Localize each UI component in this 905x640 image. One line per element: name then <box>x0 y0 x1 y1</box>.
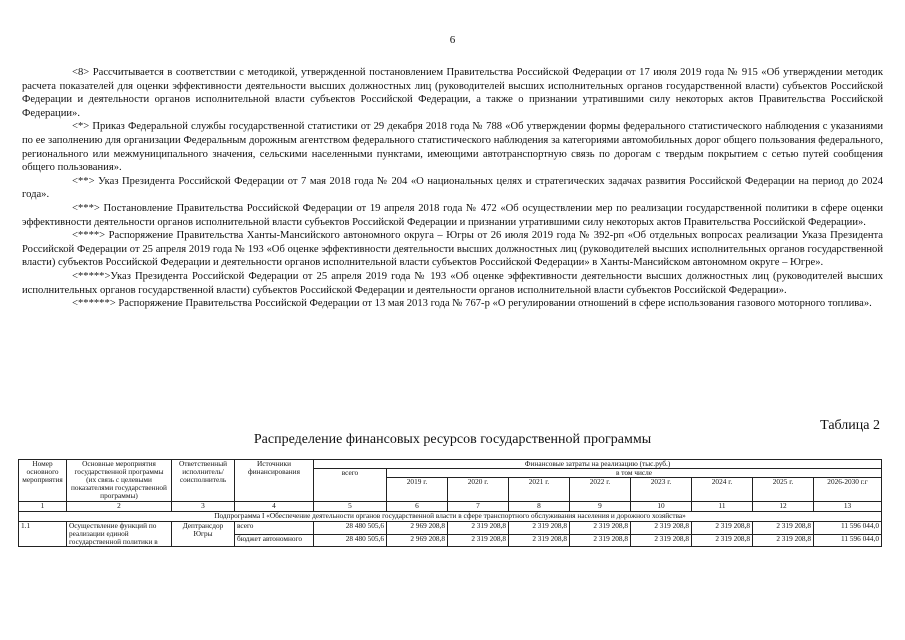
column-number: 9 <box>570 502 631 512</box>
header-year: 2019 г. <box>387 478 448 502</box>
footnote: <*****>Указ Президента Российской Федерации от 25 апреля 2019 года № 193 «Об оценке эффективности деятельности высших должностных лиц (руководителей высших исполнительных органов государственной власти) субъектов Российской Федерации и деятельности органов исполнительной власти субъектов Российской Федерации». <box>22 270 883 296</box>
value-cell: 2 319 208,8 <box>753 534 814 547</box>
column-number: 2 <box>67 502 172 512</box>
subprogram-title: Подпрограмма I «Обеспечение деятельности органов государственной власти в сфере транспортного обслуживания населения и дорожного хозяйства» <box>19 512 882 522</box>
column-numbers-row <box>19 502 882 512</box>
column-number: 4 <box>235 502 314 512</box>
header-financial-costs: Финансовые затраты на реализацию (тыс.руб.) <box>314 460 882 469</box>
value-cell: 2 319 208,8 <box>631 534 692 547</box>
table-row <box>19 522 882 535</box>
header-year: 2021 г. <box>509 478 570 502</box>
header-executor: Ответственный исполнитель/ соисполнитель <box>172 460 235 502</box>
footnote: <******> Распоряжение Правительства Российской Федерации от 13 мая 2013 года № 767-р «О регулировании отношений в сфере использования газового моторного топлива». <box>72 298 872 310</box>
financial-resources-table <box>18 459 882 547</box>
column-number: 5 <box>314 502 387 512</box>
header-year: 2022 г. <box>570 478 631 502</box>
header-number: Номер основного мероприятия <box>19 460 67 502</box>
footnote: <**> Указ Президента Российской Федерации от 7 мая 2018 года № 204 «О национальных целях и стратегических задачах развития Российской Федерации на период до 2024 года». <box>22 175 883 201</box>
row-activity: Осуществление функций по реализации единой государственной политики в <box>67 522 172 547</box>
value-cell: 2 319 208,8 <box>692 522 753 535</box>
value-cell: 11 596 044,0 <box>814 522 882 535</box>
column-number: 6 <box>387 502 448 512</box>
value-cell: 28 480 505,6 <box>314 534 387 547</box>
header-including: в том числе <box>387 469 882 478</box>
value-cell: 2 969 208,8 <box>387 522 448 535</box>
header-year: 2025 г. <box>753 478 814 502</box>
value-cell: 2 319 208,8 <box>448 522 509 535</box>
header-total: всего <box>314 469 387 502</box>
column-number: 1 <box>19 502 67 512</box>
value-cell: 2 319 208,8 <box>509 534 570 547</box>
row-source: всего <box>235 522 314 535</box>
column-number: 10 <box>631 502 692 512</box>
value-cell: 2 319 208,8 <box>570 534 631 547</box>
footnote: <***> Постановление Правительства Российской Федерации от 19 апреля 2018 года № 472 «Об осуществлении мер по реализации государственной политики в сфере оценки эффективности деятельности органов исполнительной власти субъектов Российской Федерации и признании утратившими силу некоторых актов Правительства Российской Федерации». <box>22 202 883 228</box>
row-source: бюджет автономного <box>235 534 314 547</box>
value-cell: 28 480 505,6 <box>314 522 387 535</box>
header-activities: Основные мероприятия государственной программы (их связь с целевыми показателями государственной программы) <box>67 460 172 502</box>
column-number: 8 <box>509 502 570 512</box>
value-cell: 2 319 208,8 <box>692 534 753 547</box>
column-number: 13 <box>814 502 882 512</box>
table-label: Таблица 2 <box>820 418 880 433</box>
footnotes <box>22 66 883 311</box>
row-number: 1.1 <box>19 522 67 547</box>
row-executor: Дептрансдор Югры <box>172 522 235 547</box>
value-cell: 2 969 208,8 <box>387 534 448 547</box>
footnote: <*> Приказ Федеральной службы государственной статистики от 29 декабря 2018 года № 788 «Об утверждении формы федерального статистического наблюдения с указаниями по ее заполнению для организации Федеральным дорожным агентством федерального статистического наблюдения за категориями автомобильных дорог общего пользования федерального, регионального или межмуниципального значения, сельскими населенными пунктами, имеющими автотранспортную связь по дорогам с твердым покрытием с сетью путей сообщения общего пользования». <box>22 121 883 174</box>
column-number: 12 <box>753 502 814 512</box>
header-year: 2024 г. <box>692 478 753 502</box>
header-sources: Источники финансирования <box>235 460 314 502</box>
table-title: Распределение финансовых ресурсов государственной программы <box>253 432 652 447</box>
value-cell: 11 596 044,0 <box>814 534 882 547</box>
value-cell: 2 319 208,8 <box>570 522 631 535</box>
value-cell: 2 319 208,8 <box>753 522 814 535</box>
page-number: 6 <box>449 34 456 46</box>
value-cell: 2 319 208,8 <box>448 534 509 547</box>
header-year: 2026-2030 г.г <box>814 478 882 502</box>
column-number: 3 <box>172 502 235 512</box>
header-year: 2020 г. <box>448 478 509 502</box>
footnote: <****> Распоряжение Правительства Ханты-Мансийского автономного округа – Югры от 26 июля 2019 года № 392-рп «Об отдельных вопросах реализации Указа Президента Российской Федерации от 25 апреля 2019 года № 193 «Об оценке эффективности деятельности высших должностных лиц (руководителей высших исполнительных органов государственной власти) субъектов Российской Федерации и деятельности органов исполнительной власти субъектов Российской Федерации» в Ханты-Мансийском автономном округе – Югре». <box>22 230 883 269</box>
column-number: 7 <box>448 502 509 512</box>
value-cell: 2 319 208,8 <box>509 522 570 535</box>
header-year: 2023 г. <box>631 478 692 502</box>
value-cell: 2 319 208,8 <box>631 522 692 535</box>
footnote: <8> Рассчитывается в соответствии с методикой, утвержденной постановлением Правительства Российской Федерации от 17 июля 2019 года № 915 «Об утверждении методик расчета показателей для оценки эффективности деятельности высших должностных лиц (руководителей высших исполнительных органов государственной власти) субъектов Российской Федерации и деятельности органов исполнительной власти субъектов Российской Федерации, а также о признании утратившими силу некоторых актов Правительства Российской Федерации». <box>22 67 883 119</box>
column-number: 11 <box>692 502 753 512</box>
